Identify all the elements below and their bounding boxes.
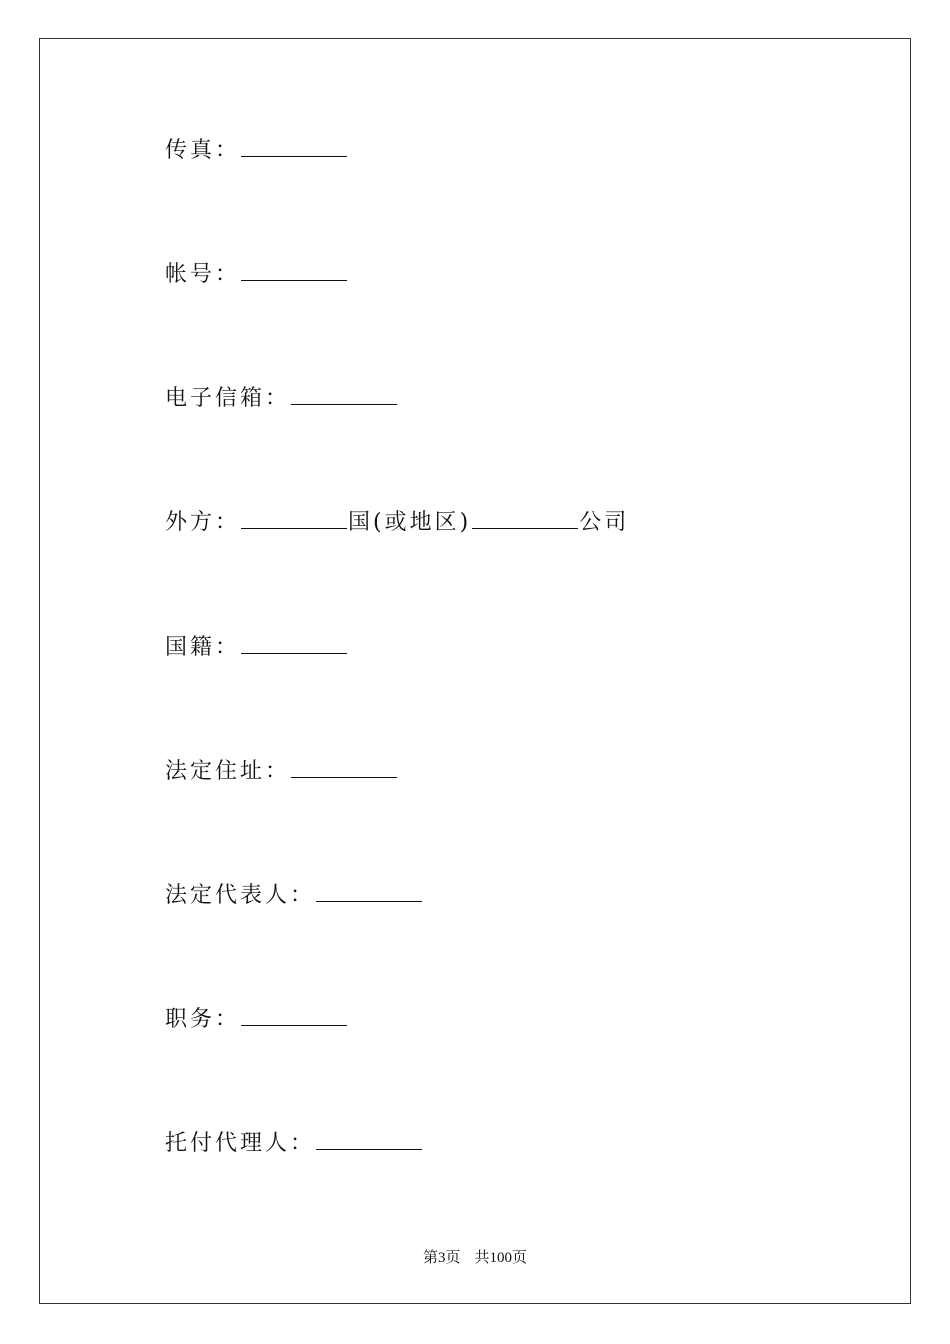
account-field <box>165 260 348 290</box>
email-blank[interactable] <box>291 384 397 405</box>
legal-address-blank[interactable] <box>291 757 397 778</box>
nationality-blank[interactable] <box>241 633 347 654</box>
legal-representative-label: 法定代表人： <box>165 883 316 908</box>
authorized-agent-blank[interactable] <box>316 1129 422 1150</box>
nationality-field <box>165 633 348 663</box>
company-blank[interactable] <box>472 508 578 529</box>
total-pages: 共100页 <box>474 1250 528 1266</box>
legal-address-label: 法定住址： <box>165 759 291 784</box>
authorized-agent-label: 托付代理人： <box>165 1131 316 1156</box>
fax-blank[interactable] <box>241 136 347 157</box>
page-border <box>39 38 911 1304</box>
email-label: 电子信箱： <box>165 386 291 411</box>
position-field <box>165 1005 348 1035</box>
fax-label: 传真： <box>165 138 241 163</box>
page-footer <box>0 1246 950 1267</box>
fax-field <box>165 136 348 166</box>
legal-address-field <box>165 757 398 787</box>
authorized-agent-field <box>165 1129 423 1159</box>
foreign-party-field <box>165 508 629 538</box>
legal-representative-field <box>165 881 423 911</box>
legal-representative-blank[interactable] <box>316 881 422 902</box>
nationality-label: 国籍： <box>165 635 241 660</box>
page-number: 第3页 <box>422 1250 461 1266</box>
position-label: 职务： <box>165 1007 241 1032</box>
position-blank[interactable] <box>241 1005 347 1026</box>
company-text: 公司 <box>579 510 630 535</box>
country-region-text: 国(或地区) <box>348 510 472 535</box>
foreign-party-label: 外方： <box>165 510 241 535</box>
country-blank[interactable] <box>241 508 347 529</box>
email-field <box>165 384 398 414</box>
account-label: 帐号： <box>165 262 241 287</box>
account-blank[interactable] <box>241 260 347 281</box>
